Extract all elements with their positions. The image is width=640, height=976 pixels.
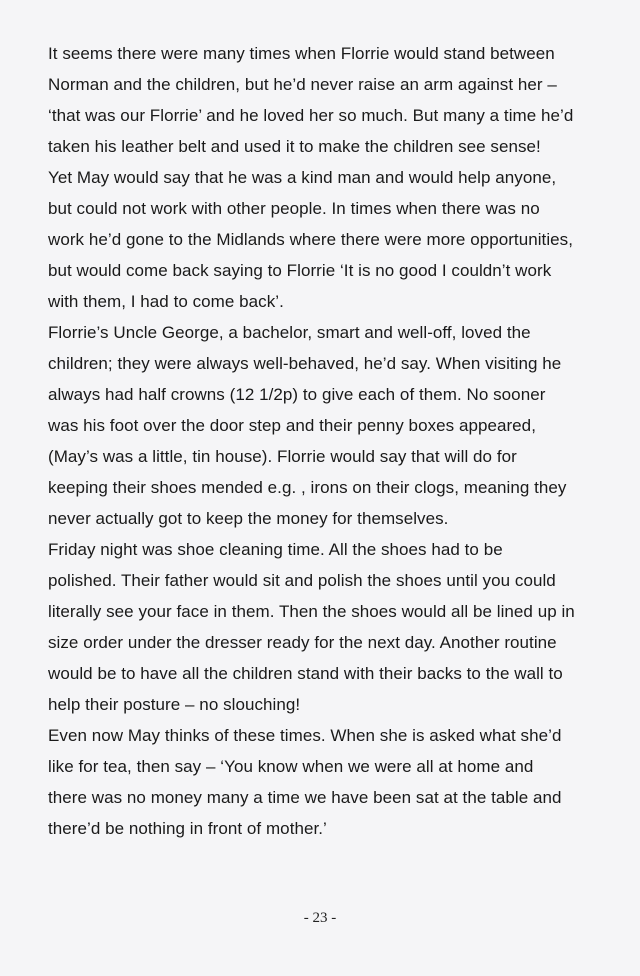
text-line: would be to have all the children stand with their backs to the wall to (48, 664, 563, 683)
text-line: there’d be nothing in front of mother.’ (48, 819, 327, 838)
text-line: work he’d gone to the Midlands where there were more opportunities, (48, 230, 573, 249)
page-number: - 23 - (303, 910, 337, 926)
text-line: taken his leather belt and used it to make the children see sense! (48, 137, 541, 156)
text-line: there was no money many a time we have been sat at the table and (48, 788, 562, 807)
text-line: ‘that was our Florrie’ and he loved her so much. But many a time he’d (48, 106, 574, 125)
text-line: children; they were always well-behaved, he’d say. When visiting he (48, 354, 562, 373)
text-line: keeping their shoes mended e.g. , irons on their clogs, meaning they (48, 478, 567, 497)
text-line: Yet May would say that he was a kind man and would help anyone, (48, 168, 557, 187)
text-line: polished. Their father would sit and polish the shoes until you could (48, 571, 556, 590)
text-line: Norman and the children, but he’d never raise an arm against her – (48, 75, 557, 94)
text-line: literally see your face in them. Then the shoes would all be lined up in (48, 602, 575, 621)
text-line: It seems there were many times when Florrie would stand between (48, 44, 555, 63)
text-line: Florrie’s Uncle George, a bachelor, smart and well-off, loved the (48, 323, 531, 342)
text-line: never actually got to keep the money for themselves. (48, 509, 449, 528)
text-line: like for tea, then say – ‘You know when we were all at home and (48, 757, 534, 776)
text-line: Even now May thinks of these times. When she is asked what she’d (48, 726, 562, 745)
text-line: but could not work with other people. In times when there was no (48, 199, 540, 218)
text-line: was his foot over the door step and their penny boxes appeared, (48, 416, 536, 435)
text-line: Friday night was shoe cleaning time. All the shoes had to be (48, 540, 503, 559)
text-line: (May’s was a little, tin house). Florrie would say that will do for (48, 447, 517, 466)
body-text (48, 38, 628, 844)
text-line: always had half crowns (12 1/2p) to give each of them. No sooner (48, 385, 546, 404)
text-line: help their posture – no slouching! (48, 695, 301, 714)
text-line: size order under the dresser ready for the next day. Another routine (48, 633, 557, 652)
text-line: but would come back saying to Florrie ‘It is no good I couldn’t work (48, 261, 552, 280)
text-line: with them, I had to come back’. (48, 292, 284, 311)
